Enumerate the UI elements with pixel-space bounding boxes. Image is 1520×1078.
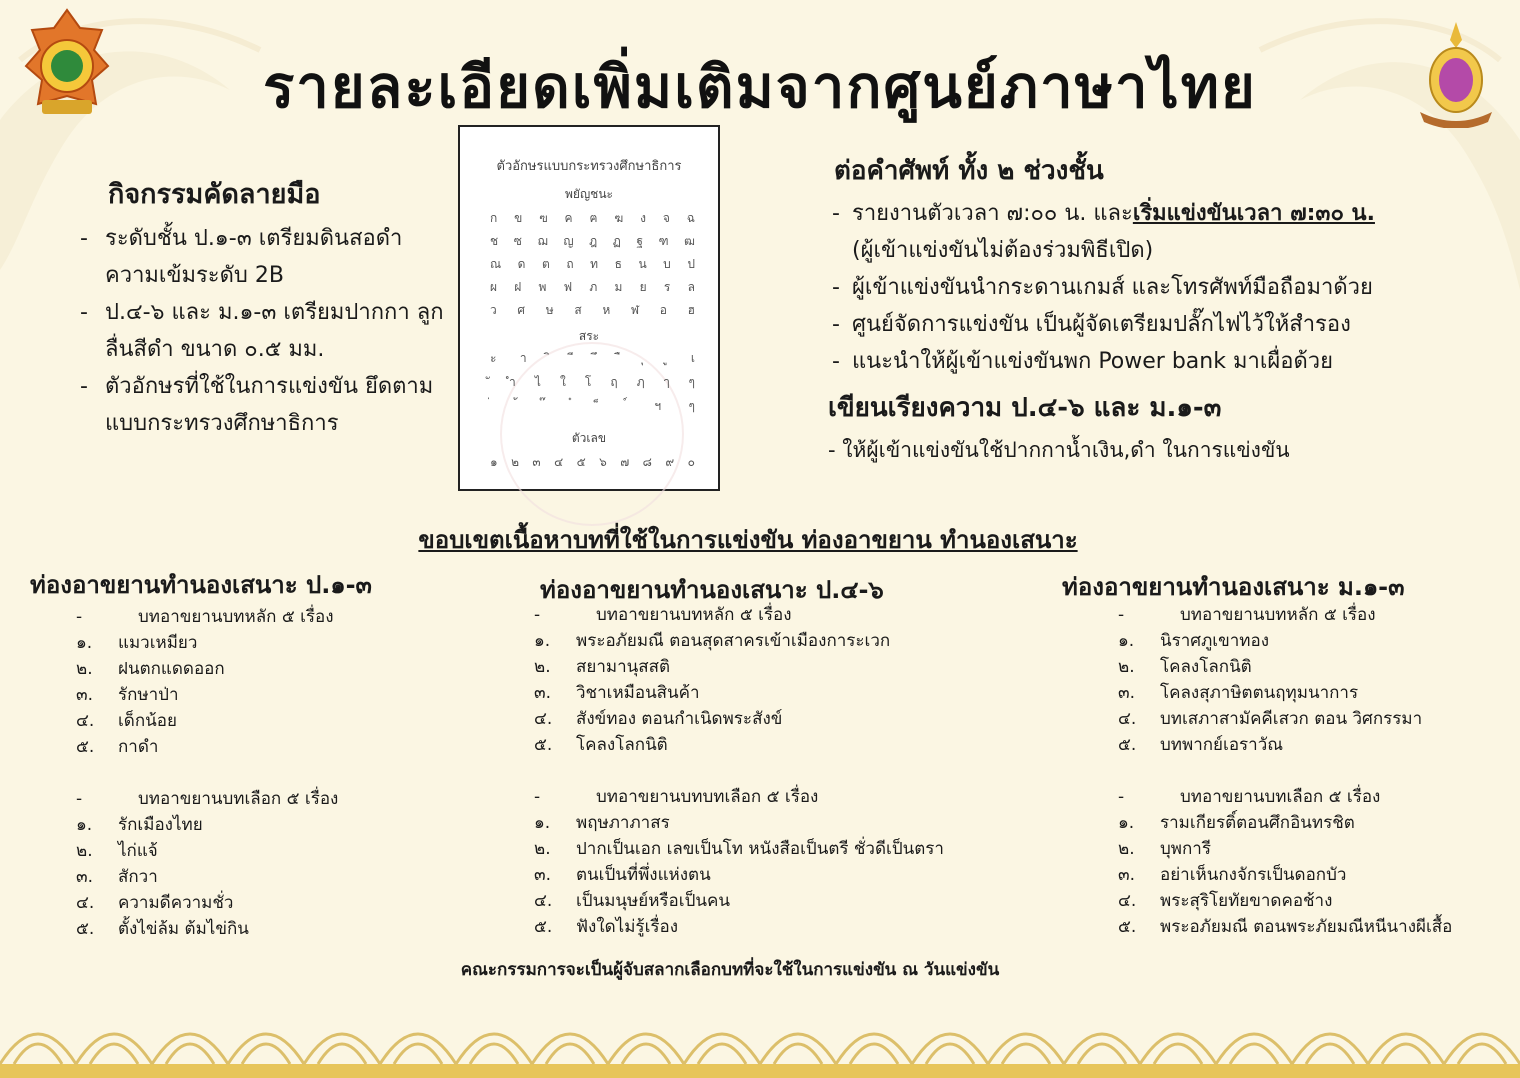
arch-ornament [850,1044,898,1064]
arch-ornament [394,1044,442,1064]
arch-ornament [242,1044,290,1064]
list-item: ๔. เด็กน้อย [76,711,177,731]
arch-ornament [380,1034,456,1064]
letter: ก [490,211,498,225]
letter: ฅ [589,211,598,225]
letter: ภ [589,280,598,294]
arch-ornament [1230,1044,1278,1064]
letter: ๆ [688,375,695,389]
arch-ornament [988,1034,1064,1064]
list-item: ๑. พฤษภาภาสร [534,813,670,833]
letter-row [490,397,695,416]
letter: ว [490,303,497,317]
list-item: ๕. ฟังใดไม่รู้เรื่อง [534,917,679,937]
letter: ฃ [539,211,548,225]
list-item: - ตัวอักษรที่ใช้ในการแข่งขัน ยึดตามแบบกระทรวงศึกษาธิการ [80,374,434,436]
spacer [534,758,944,784]
letter: ฒ [684,234,695,248]
list-item: ๒. บุพการี [1118,839,1211,859]
letter: ป [687,257,695,271]
list-item: ๑. รักเมืองไทย [76,815,203,835]
arch-ornament [532,1034,608,1064]
sheet-title: ตัวอักษรแบบกระทรวงศึกษาธิการ [496,159,682,174]
letter: จ [662,211,670,225]
list-item: ๓. โคลงสุภาษิตตนฤทุมนาการ [1118,683,1359,703]
letter: ค [564,211,573,225]
list-item: ๔. พระสุริโยทัยขาดคอช้าง [1118,891,1333,911]
footer-note: คณะกรรมการจะเป็นผู้จับสลากเลือกบทที่จะใช้ในการแข่งขัน ณ วันแข่งขัน [460,960,1000,980]
letter-row [490,301,695,320]
handwriting-heading: กิจกรรมคัดลายมือ [108,179,321,210]
letter: ฬ [630,303,640,317]
arch-ornament [1064,1034,1140,1064]
letter: ำ [509,375,516,389]
essay-text: - ให้ผู้เข้าแข่งขันใช้ปากกาน้ำเงิน,ดำ ในการแข่งขัน [828,438,1290,462]
letter: ๆ [688,399,695,413]
list-item: ๑. นิราศภูเขาทอง [1118,631,1269,651]
arch-ornament [1444,1034,1520,1064]
letter: ณ [490,257,502,271]
letter: ฯ [654,399,662,413]
letter: ถ [566,257,574,271]
ministry-emblem-logo [22,8,112,118]
arch-ornament [684,1034,760,1064]
list-item: ๔. บทเสภาสามัคคีเสวก ตอน วิศกรรมา [1118,709,1423,729]
column-heading-p1-3: ท่องอาขยานทำนองเสนาะ ป.๑-๓ [30,571,372,599]
decorative-bottom-border [0,1000,1520,1078]
list-subheading: - บทอาขยานบทหลัก ๕ เรื่อง [1118,605,1376,625]
list-item: ๕. กาดำ [76,737,159,757]
arch-ornament [622,1044,670,1064]
arch-ornament [0,1034,76,1064]
letter: ฤ [610,375,618,389]
letter: ใ [559,375,566,389]
list-item: - ผู้เข้าแข่งขันนำกระดานเกมส์ และโทรศัพท์มือถือมาด้วย [832,275,1373,300]
page-title: รายละเอียดเพิ่มเติมจากศูนย์ภาษาไทย [263,53,1257,121]
arch-ornament [1368,1034,1444,1064]
arch-ornament [1154,1044,1202,1064]
arch-ornament [152,1034,228,1064]
letter: ฉ [686,211,695,225]
poem-list-m1-3 [1118,602,1452,940]
letter: พ [538,280,547,294]
letter: ง [640,211,646,225]
letter-row [490,209,695,228]
letter: ส [574,303,582,317]
letter: ฑ [658,234,669,248]
letter: ท [590,257,599,271]
letter: ฌ [537,234,548,248]
letter: ฎ [589,234,598,248]
handwriting-list [80,220,460,442]
list-item: ๑. พระอภัยมณี ตอนสุดสาครเข้าเมืองการะเวก [534,631,891,651]
list-item: ๒. สยามานุสสติ [534,657,671,677]
list-item: - รายงานตัวเวลา ๗:๐๐ น. และเริ่มแข่งขันเวลา ๗:๓๐ น. (ผู้เข้าแข่งขันไม่ต้องร่วมพิธีเปิด) [832,201,1375,263]
digit: ๗ [620,455,630,469]
letter: บ [663,257,671,271]
arch-ornament [304,1034,380,1064]
letter: ะ [490,351,497,365]
letter: ๅ [663,375,670,389]
vocab-heading: ต่อคำศัพท์ ทั้ง ๒ ช่วงชั้น [834,156,1104,186]
letter: ษ [545,303,554,317]
letter: ฮ [687,303,695,317]
arch-ornament [926,1044,974,1064]
digit: ๑ [490,455,498,469]
arch-ornament [608,1034,684,1064]
spacer [1118,758,1452,784]
letter: ช [490,234,499,248]
digit: ๓ [532,455,541,469]
arch-ornament [76,1034,152,1064]
letter: ไ [534,375,541,389]
list-item: ๒. โคลงโลกนิติ [1118,657,1252,677]
list-item: ๕. ตั้งไข่ล้ม ต้มไข่กิน [76,919,249,939]
letter: ญ [563,234,574,248]
list-item: ๑. รามเกียรติ์ตอนศึกอินทรชิต [1118,813,1355,833]
digit-row [490,453,695,472]
letter-row [490,349,695,368]
arch-ornament [698,1044,746,1064]
letter: ฏ [612,234,621,248]
letter-row [490,278,695,297]
letter: เ [690,351,695,365]
vocab-list [832,195,1462,380]
list-item: ๒. ปากเป็นเอก เลขเป็นโท หนังสือเป็นตรี ชั่วดีเป็นตรา [534,839,944,859]
letter: ร [663,280,671,294]
arch-ornament [14,1044,62,1064]
letter: อ [659,303,667,317]
letter: ห [602,303,611,317]
list-item: ๓. ตนเป็นที่พึ่งแห่งตน [534,865,711,885]
letter: ฟ [563,280,573,294]
letter: ม [614,280,623,294]
arch-ornament [1458,1044,1506,1064]
arch-ornament [760,1034,836,1064]
arch-ornament [1002,1044,1050,1064]
arch-ornament [90,1044,138,1064]
letter: ย [639,280,647,294]
letter: ด [517,257,526,271]
arch-ornament [836,1034,912,1064]
arch-ornament [1292,1034,1368,1064]
list-subheading: - บทอาขยานบทเลือก ๕ เรื่อง [1118,787,1381,807]
letter: ฝ [514,280,522,294]
list-item: - แนะนำให้ผู้เข้าแข่งขันพก Power bank มาเผื่อด้วย [832,349,1333,374]
arch-ornament [470,1044,518,1064]
arch-ornament [1216,1034,1292,1064]
letter: ข [514,211,523,225]
list-item: ๔. ความดีความชั่ว [76,893,234,913]
letter: า [519,351,527,365]
arch-ornament [546,1044,594,1064]
list-item: ๒. ไก่แจ้ [76,841,158,861]
digit: ๔ [554,455,564,469]
list-item: ๓. วิชาเหมือนสินค้า [534,683,700,703]
scope-title: ขอบเขตเนื้อหาบทที่ใช้ในการแข่งขัน ท่องอาขยาน ทำนองเสนาะ [418,526,1078,554]
letter: ฦ [636,375,645,389]
list-item: - ศูนย์จัดการแข่งขัน เป็นผู้จัดเตรียมปลั๊กไฟไว้ให้สำรอง [832,312,1351,337]
arch-ornament [456,1034,532,1064]
letter: โ [584,375,592,389]
arch-ornament [318,1044,366,1064]
digit: ๒ [511,455,519,469]
arch-ornament [1078,1044,1126,1064]
digit: ๘ [642,455,652,469]
alphabet-sample-sheet [458,125,720,491]
royal-emblem-logo [1410,18,1502,128]
consonants-label: พยัญชนะ [565,187,613,201]
letter: ฆ [614,211,624,225]
column-heading-m1-3: ท่องอาขยานทำนองเสนาะ ม.๑-๓ [1062,573,1405,601]
list-item: ๕. บทพากย์เอราวัณ [1118,735,1284,755]
letter-row [490,373,695,392]
spacer [76,760,338,786]
list-item: ๓. รักษาป่า [76,685,179,705]
arch-ornament [1382,1044,1430,1064]
digit: ๐ [687,455,695,469]
digits-label: ตัวเลข [571,431,607,445]
poem-list-p1-3 [76,604,338,942]
list-subheading: - บทอาขยานบทเลือก ๕ เรื่อง [76,789,339,809]
column-heading-p4-6: ท่องอาขยานทำนองเสนาะ ป.๔-๖ [540,576,884,604]
digit: ๙ [665,455,675,469]
list-item: ๓. สักวา [76,867,158,887]
list-item: - ป.๔-๖ และ ม.๑-๓ เตรียมปากกา ลูกลื่นสีดำ ขนาด ๐.๕ มม. [80,300,444,362]
arch-ornament [912,1034,988,1064]
arch-ornament [1140,1034,1216,1064]
vowels-label: สระ [578,329,600,343]
list-item: ๔. เป็นมนุษย์หรือเป็นคน [534,891,730,911]
letter: ซ [513,234,522,248]
digit: ๕ [576,455,586,469]
list-item: ๕. โคลงโลกนิติ [534,735,668,755]
list-subheading: - บทอาขยานบทหลัก ๕ เรื่อง [534,605,792,625]
poem-list-p4-6 [534,602,944,940]
essay-heading: เขียนเรียงความ ป.๔-๖ และ ม.๑-๓ [828,393,1222,423]
letter: ล [687,280,695,294]
arch-ornament [228,1034,304,1064]
letter-row [490,255,695,274]
list-item: ๔. สังข์ทอง ตอนกำเนิดพระสังข์ [534,709,783,729]
list-subheading: - บทอาขยานบทบทเลือก ๕ เรื่อง [534,787,819,807]
list-item: ๒. ฝนตกแดดออก [76,659,225,679]
arch-ornament [774,1044,822,1064]
letter-row [490,232,695,251]
list-item: ๓. อย่าเห็นกงจักรเป็นดอกบัว [1118,865,1347,885]
arch-ornament [1306,1044,1354,1064]
letter: ฐ [636,234,644,248]
start-time-emphasis: เริ่มแข่งขันเวลา ๗:๓๐ น. [1132,201,1375,226]
list-item: ๕. พระอภัยมณี ตอนพระภัยมณีหนีนางผีเสื้อ [1118,917,1453,937]
digit: ๖ [599,455,607,469]
list-subheading: - บทอาขยานบทหลัก ๕ เรื่อง [76,607,334,627]
letter: ต [542,257,550,271]
letter: น [638,257,647,271]
letter: ศ [517,303,526,317]
letter: ธ [614,257,622,271]
arch-ornament [166,1044,214,1064]
list-item: - ระดับชั้น ป.๑-๓ เตรียมดินสอดำ ความเข้มระดับ 2B [80,226,403,288]
list-item: ๑. แมวเหมียว [76,633,198,653]
letter: ผ [490,280,498,294]
